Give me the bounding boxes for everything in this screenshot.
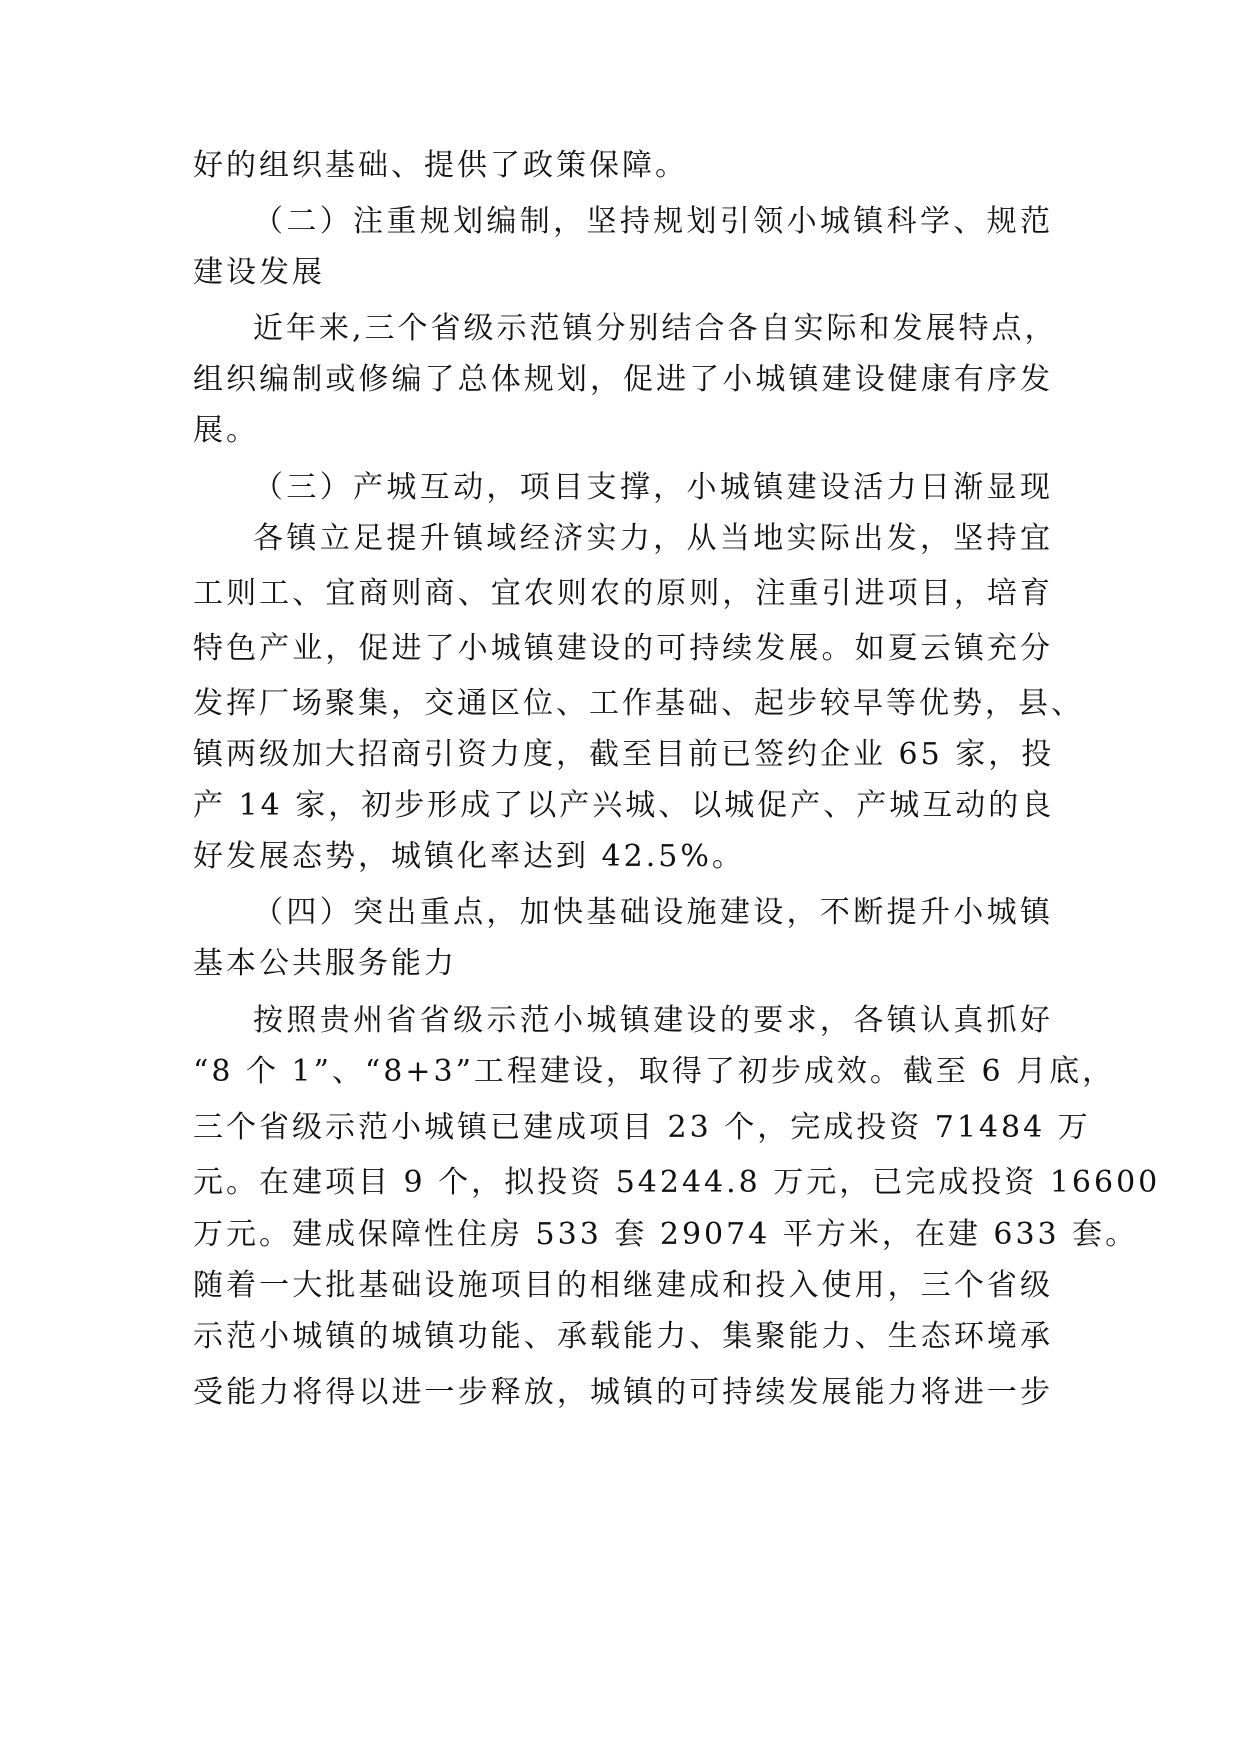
section-heading-2-line: 建设发展 [193,255,325,290]
paragraph-line: “8 个 1”、“8+3”工程建设，取得了初步成效。截至 6 月底， [193,1054,1116,1089]
paragraph-line: 特色产业，促进了小城镇建设的可持续发展。如夏云镇充分 [193,631,1053,666]
paragraph-line: 产 14 家，初步形成了以产兴城、以城促产、产城互动的良 [193,788,1055,823]
paragraph-line: 组织编制或修编了总体规划，促进了小城镇建设健康有序发 [193,362,1053,397]
paragraph-line: 随着一大批基础设施项目的相继建成和投入使用，三个省级 [193,1268,1053,1303]
paragraph-line: 工则工、宜商则商、宜农则农的原则，注重引进项目，培育 [193,576,1053,611]
paragraph-line: 元。在建项目 9 个，拟投资 54244.8 万元，已完成投资 16600 [193,1165,1161,1200]
section-heading-4-line: 基本公共服务能力 [193,946,457,981]
section-heading-4-line: （四）突出重点，加快基础设施建设，不断提升小城镇 [253,895,1053,930]
paragraph-line: 各镇立足提升镇域经济实力，从当地实际出发，坚持宜 [253,521,1053,556]
paragraph-line: 好发展态势，城镇化率达到 42.5%。 [193,839,745,874]
paragraph-line: 展。 [193,413,259,448]
paragraph-line: 示范小城镇的城镇功能、承载能力、集聚能力、生态环境承 [193,1319,1053,1354]
paragraph-line: 按照贵州省省级示范小城镇建设的要求，各镇认真抓好 [253,1003,1053,1038]
paragraph-line: 三个省级示范小城镇已建成项目 23 个，完成投资 71484 万 [193,1110,1091,1145]
paragraph-line: 近年来,三个省级示范镇分别结合各自实际和发展特点， [253,311,1058,346]
section-heading-2-line: （二）注重规划编制，坚持规划引领小城镇科学、规范 [253,204,1053,239]
paragraph-line: 万元。建成保障性住房 533 套 29074 平方米，在建 633 套。 [193,1217,1139,1252]
section-heading-3: （三）产城互动，项目支撑，小城镇建设活力日渐显现 [253,470,1053,505]
paragraph-line: 好的组织基础、提供了政策保障。 [193,148,688,183]
paragraph-line: 发挥厂场聚集，交通区位、工作基础、起步较早等优势，县、 [193,686,1084,721]
paragraph-line: 受能力将得以进一步释放，城镇的可持续发展能力将进一步 [193,1375,1053,1410]
paragraph-line: 镇两级加大招商引资力度，截至目前已签约企业 65 家，投 [193,737,1055,772]
